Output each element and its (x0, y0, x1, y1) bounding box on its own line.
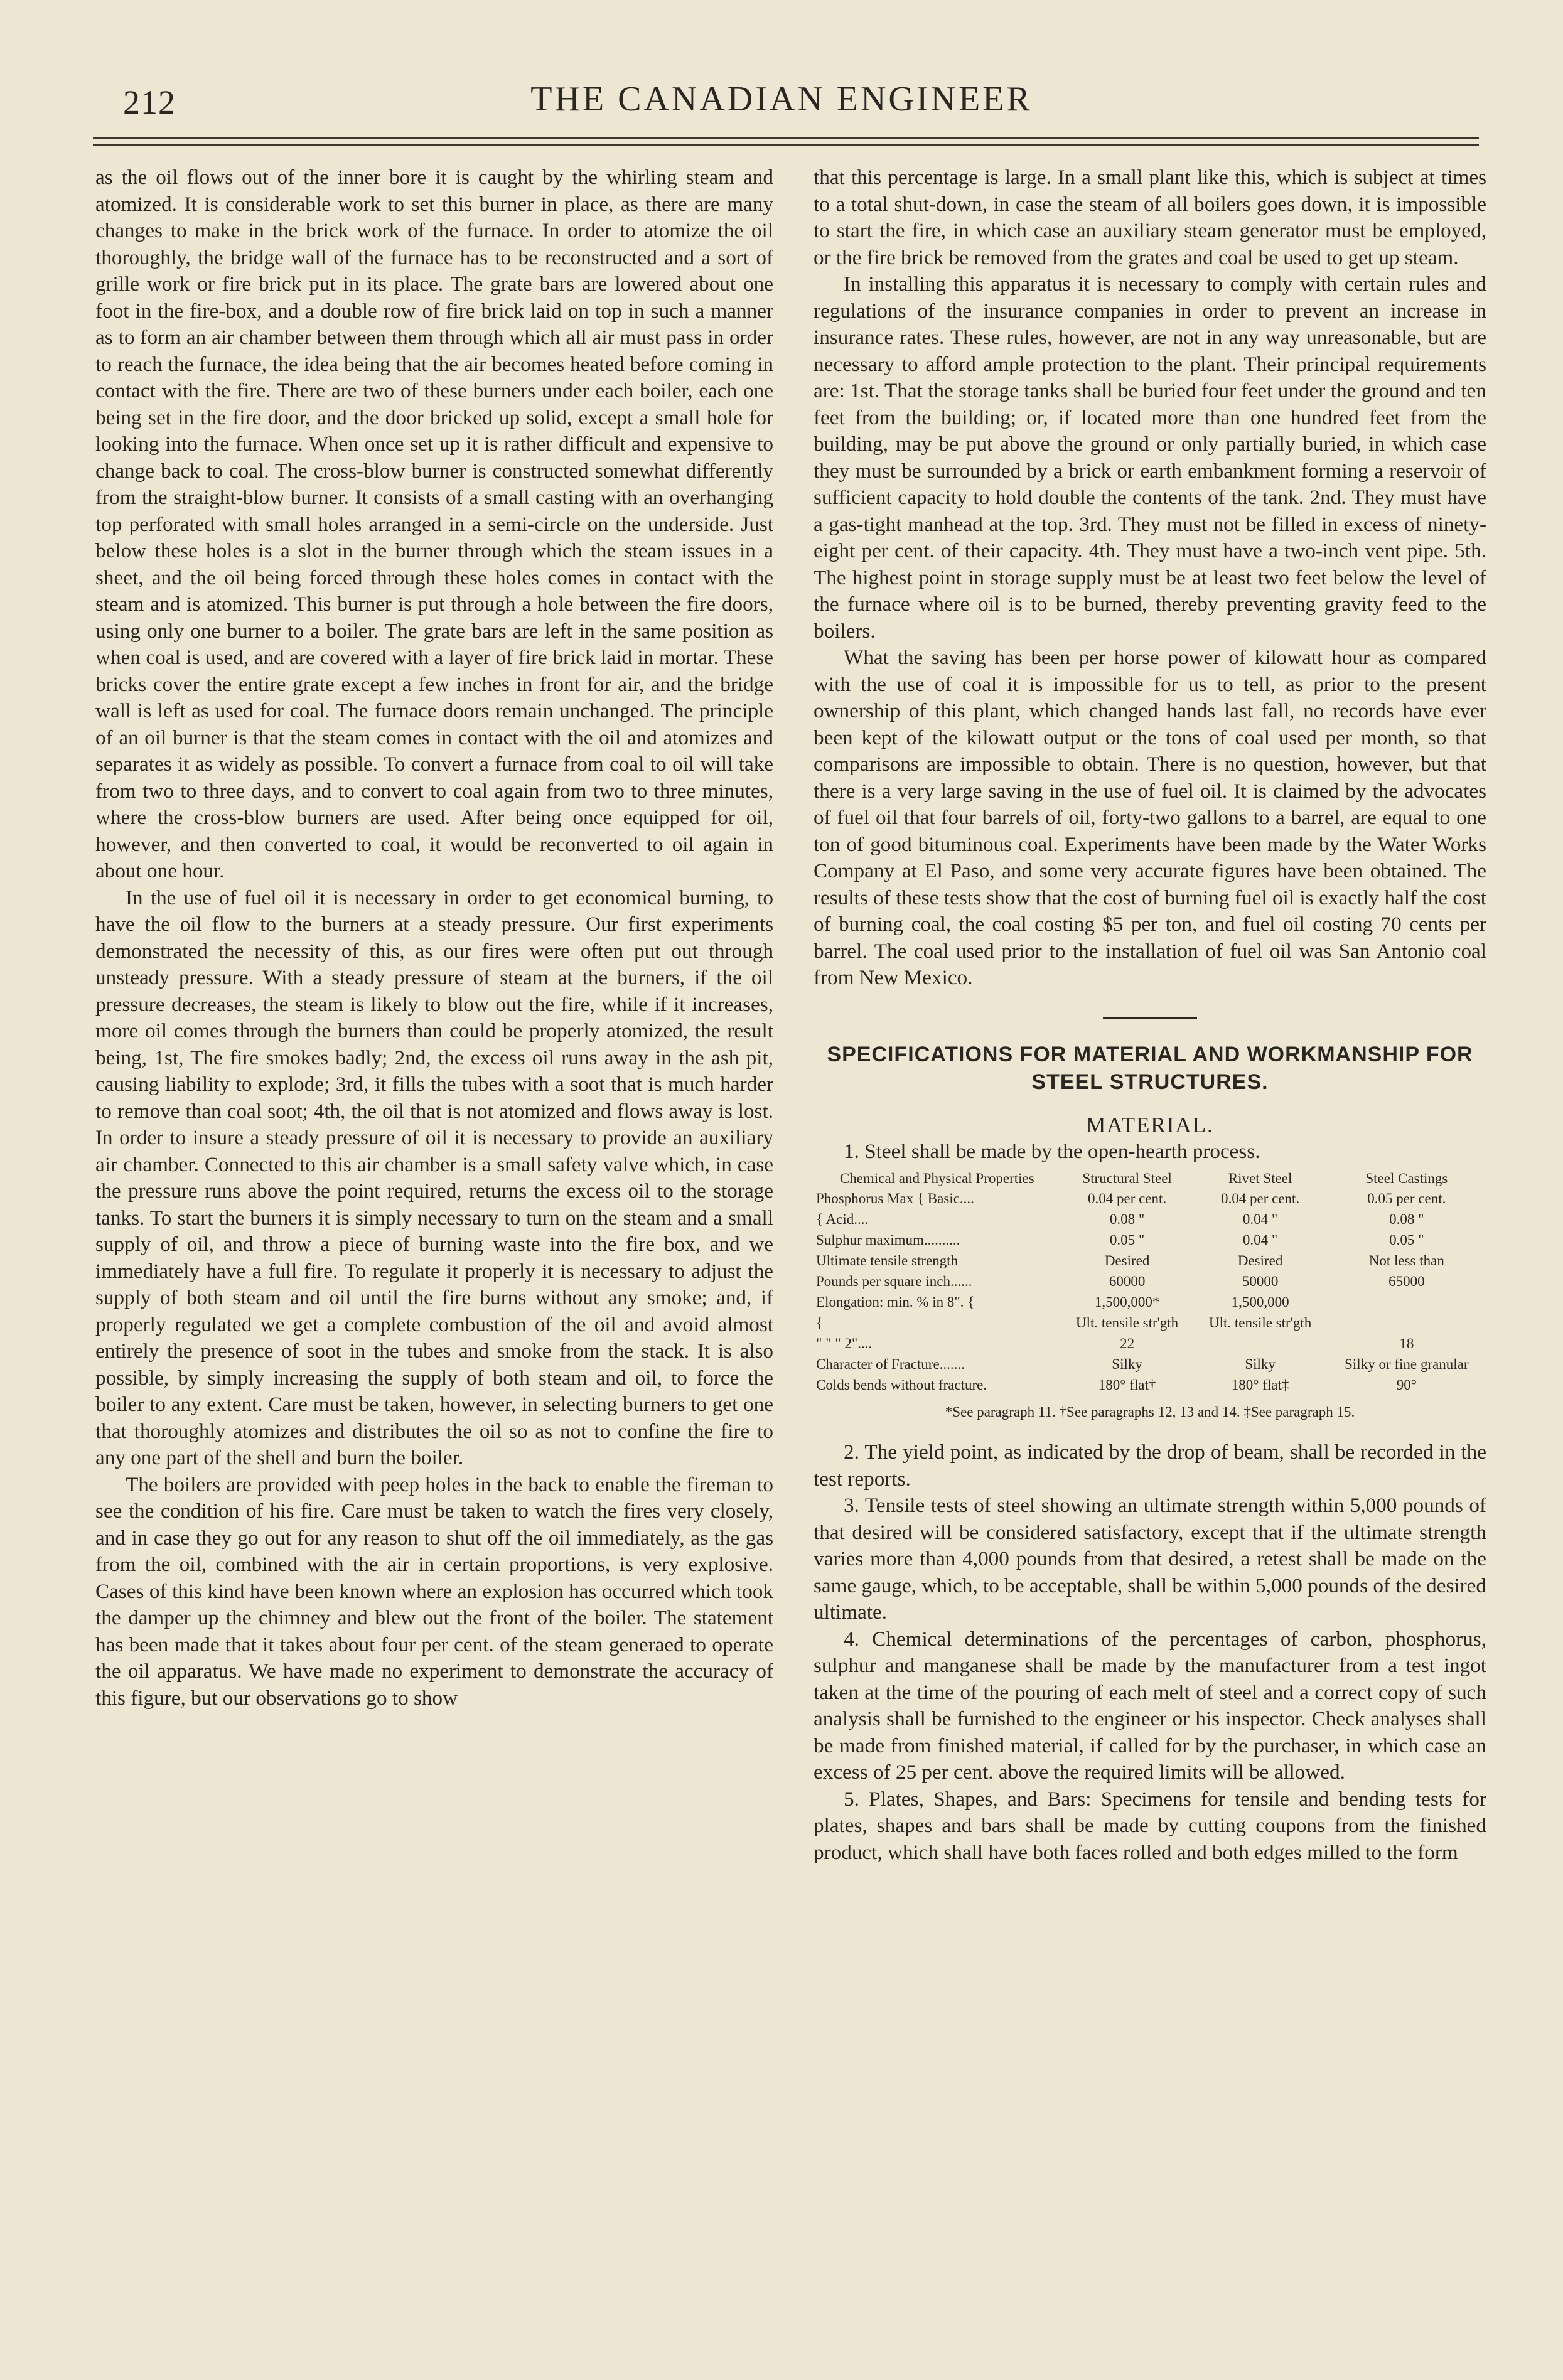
table-property-cell: Colds bends without fracture. (816, 1376, 987, 1393)
table-property-cell: Sulphur maximum.......... (816, 1231, 960, 1248)
table-value-cell (1327, 1312, 1486, 1333)
table-value-cell (1194, 1333, 1327, 1354)
section-divider (1103, 1017, 1197, 1019)
page-number: 212 (123, 83, 176, 121)
table-row (814, 1209, 1486, 1230)
table-value-cell: 0.05 " (1389, 1231, 1424, 1248)
table-property-cell: { Acid.... (816, 1211, 869, 1227)
table-value-cell: 0.05 per cent. (1367, 1190, 1446, 1206)
table-value-cell: 0.08 " (1389, 1211, 1424, 1227)
table-value-cell: Ult. tensile str'gth (1209, 1314, 1312, 1331)
table-value-cell: Silky (1112, 1356, 1142, 1372)
table-value-cell: 18 (1399, 1335, 1414, 1351)
table-row (814, 1271, 1486, 1292)
table-value-cell: 60000 (1109, 1273, 1146, 1289)
header-rule-bottom (93, 144, 1479, 146)
table-row (814, 1292, 1486, 1312)
table-property-cell: " " " 2".... (816, 1335, 873, 1351)
table-row (814, 1354, 1486, 1375)
table-value-cell: Silky (1245, 1356, 1276, 1372)
table-property-cell: Ultimate tensile strength (816, 1252, 959, 1268)
right-paragraph-1: that this percentage is large. In a small plant like this, which is subject at times to a total shut-down, in case the steam of all boilers goes down, it is impossible to start the fire, in which case an auxiliary steam generator must be employed, or the fire brick be removed from the grates and coal be used to get up steam. (814, 166, 1486, 269)
table-value-cell (1327, 1292, 1486, 1312)
spec-paragraph-3: 3. Tensile tests of steel showing an ultimate strength within 5,000 pounds of that desired will be considered satisfactory, except that if the ultimate strength varies more than 4,000 pounds from that desired, a retest shall be made on the same gauge, which, to be acceptable, shall be within 5,000 pounds of the desired ultimate. (814, 1494, 1486, 1624)
table-value-cell: 0.04 per cent. (1221, 1190, 1300, 1206)
spec-paragraph-4: 4. Chemical determinations of the percentages of carbon, phosphorus, sulphur and manganese shall be made by the manufacturer from a test ingot taken at the time of the pouring of each melt of steel and a correct copy of such analysis shall be furnished to the engineer or his inspector. Check analyses shall be made from finished material, if called for by the purchaser, in which case an excess of 25 per cent. above the required limits will be allowed. (814, 1627, 1486, 1784)
table-property-cell: Elongation: min. % in 8". { (816, 1294, 975, 1310)
table-header-row (814, 1169, 1486, 1188)
table-value-cell: 65000 (1388, 1273, 1425, 1289)
table-row (814, 1312, 1486, 1333)
running-head: THE CANADIAN ENGINEER (530, 80, 1033, 119)
material-subhead: MATERIAL. (1086, 1112, 1214, 1137)
table-value-cell: 22 (1120, 1335, 1135, 1351)
left-paragraph-3: The boilers are provided with peep holes in the back to enable the fireman to see the condition of his fire. Care must be taken to watch the fires very closely, and in case they go out for any reason to shut off the oil immediately, as the gas from the oil, combined with the air in certain proportions, is very explosive. Cases of this kind have been known where an explosion has occurred which took the damper up the chimney and blew out the front of the boiler. The statement has been made that it takes about four per cent. of the steam generaed to operate the oil apparatus. We have made no experiment to demonstrate the accuracy of this figure, but our observations go to show (95, 1472, 773, 1710)
table-header-cell: Structural Steel (1082, 1170, 1172, 1186)
table-value-cell: 180° flat† (1098, 1376, 1156, 1393)
table-property-cell: Pounds per square inch...... (816, 1273, 972, 1289)
table-value-cell: Silky or fine granular (1345, 1356, 1469, 1372)
table-value-cell: 0.04 " (1242, 1231, 1278, 1248)
left-paragraph-1: as the oil flows out of the inner bore it is caught by the whirling steam and atomized. It is considerable work to set this burner in place, as there are many changes to make in the brick work of the furnace. In order to atomize the oil thoroughly, the bridge wall of the furnace has to be reconstructed and a sort of grille work or fire brick put in its place. The grate bars are lowered about one foot in the fire-box, and a double row of fire brick laid on top in such a manner as to form an air chamber between them through which all air must pass in order to reach the furnace, the idea being that the air becomes heated before coming in contact with the fire. There are two of these burners under each boiler, each one being set in the fire door, and the door bricked up solid, except a small hole for looking into the furnace. When once set up it is rather difficult and expensive to change back to coal. The cross-blow burner is constructed somewhat differently from the straight-blow burner. It consists of a small casting with an overhanging top perforated with small holes arranged in a semi-circle on the underside. Just below these holes is a slot in the burner through which the steam issues in a sheet, and the oil being forced through these holes comes in contact with the steam and is atomized. This burner is put through a hole between the fire doors, using only one burner to a boiler. The grate bars are left in the same position as when coal is used, and are covered with a layer of fire brick laid in mortar. These bricks cover the entire grate except a few inches in front for air, and the bridge wall is left as used for coal. The furnace doors remain unchanged. The principle of an oil burner is that the steam comes in contact with the oil and atomizes and separates it as widely as possible. To convert a furnace from coal to oil will take from two to three days, and to convert to coal again from two to three minutes, where the cross-blow burners are used. After being once equipped for oil, however, and then converted to coal, it would be reconverted to oil again in about one hour. (95, 166, 773, 882)
table-value-cell: Desired (1104, 1252, 1150, 1268)
left-column (95, 164, 773, 1712)
spec-paragraph-5: 5. Plates, Shapes, and Bars: Specimens for tensile and bending tests for plates, shapes and bars shall be made by cutting coupons from the finished product, which shall have both faces rolled and both edges milled to the form (814, 1787, 1486, 1864)
table-property-cell: Phosphorus Max { Basic.... (816, 1190, 974, 1206)
table-property-cell: { (816, 1314, 824, 1331)
table-value-cell: Not less than (1368, 1252, 1444, 1268)
section-title: SPECIFICATIONS FOR MATERIAL AND WORKMANSHIP FOR STEEL STRUCTURES. (827, 1042, 1473, 1094)
table-body (814, 1188, 1486, 1395)
table-value-cell: Ult. tensile str'gth (1075, 1314, 1179, 1331)
right-paragraph-2: In installing this apparatus it is necessary to comply with certain rules and regulations of the insurance companies in order to prevent an increase in insurance rates. These rules, however, are not in any way unreasonable, but are necessary to afford ample protection to the plant. Their principal requirements are: 1st. That the storage tanks shall be buried four feet under the ground and ten feet from the building; or, if located more than one hundred feet from the building, may be put above the ground or only partially buried, in which case they must be surrounded by a brick or earth embankment forming a reservoir of sufficient capacity to hold double the contents of the tank. 2nd. They must have a gas-tight manhead at the top. 3rd. They must not be filled in excess of ninety-eight per cent. of their capacity. 4th. They must have a two-inch vent pipe. 5th. The highest point in storage supply must be at least two feet below the level of the furnace where oil is to be burned, thereby preventing gravity feed to the boilers. (814, 272, 1486, 643)
table-property-cell: Character of Fracture....... (816, 1356, 965, 1372)
table-row (814, 1333, 1486, 1354)
table-footnote: *See paragraph 11. †See paragraphs 12, 13 and 14. ‡See paragraph 15. (945, 1403, 1355, 1420)
table-header-cell: Chemical and Physical Properties (839, 1170, 1034, 1186)
table-header-cell: Rivet Steel (1228, 1170, 1292, 1186)
table-value-cell: 1,500,000* (1094, 1294, 1160, 1310)
right-column (814, 164, 1486, 1866)
table-value-cell: 0.04 per cent. (1087, 1190, 1167, 1206)
table-row (814, 1230, 1486, 1250)
table-row (814, 1375, 1486, 1395)
table-row (814, 1250, 1486, 1271)
table-header-cell: Steel Castings (1365, 1170, 1448, 1186)
table-row (814, 1188, 1486, 1209)
header-rule-top (93, 137, 1479, 139)
table-value-cell: 90° (1396, 1376, 1417, 1393)
table-value-cell: 180° flat‡ (1231, 1376, 1289, 1393)
table-value-cell: 0.04 " (1242, 1211, 1278, 1227)
spec-paragraph-2: 2. The yield point, as indicated by the drop of beam, shall be recorded in the test reports. (814, 1440, 1486, 1491)
spec-paragraph-1: 1. Steel shall be made by the open-hearth process. (844, 1140, 1260, 1163)
table-value-cell: 0.08 " (1109, 1211, 1145, 1227)
table-value-cell: Desired (1237, 1252, 1283, 1268)
right-paragraph-3: What the saving has been per horse power of kilowatt hour as compared with the use of coal it is impossible for us to tell, as prior to the present ownership of this plant, which changed hands last fall, no records have ever been kept of the kilowatt output or the tons of coal used per month, so that comparisons are impossible to obtain. There is no question, however, but that there is a very large saving in the use of fuel oil. It is claimed by the advocates of fuel oil that four barrels of oil, forty-two gallons to a barrel, are equal to one ton of good bituminous coal. Experiments have been made by the Water Works Company at El Paso, and some very accurate figures have been obtained. The results of these tests show that the cost of burning fuel oil is exactly half the cost of burning coal, the coal costing $5 per ton, and fuel oil costing 70 cents per barrel. The coal used prior to the installation of fuel oil was San Antonio coal from New Mexico. (814, 646, 1486, 989)
table-value-cell: 1,500,000 (1231, 1294, 1289, 1310)
table-value-cell: 0.05 " (1109, 1231, 1145, 1248)
properties-table (814, 1169, 1486, 1395)
table-value-cell: 50000 (1242, 1273, 1279, 1289)
left-paragraph-2: In the use of fuel oil it is necessary in order to get economical burning, to have the oil flow to the burners at a steady pressure. Our first experiments demonstrated the necessity of this, as our fires were often put out through unsteady pressure. With a steady pressure of steam at the burners, if the oil pressure decreases, the steam is likely to blow out the fire, while if it increases, more oil comes through the burners than could be properly atomized, the result being, 1st, The fire smokes badly; 2nd, the excess oil runs away in the ash pit, causing liability to explode; 3rd, it fills the tubes with a soot that is much harder to remove than coal soot; 4th, the oil that is not atomized and flows away is lost. In order to insure a steady pressure of oil it is necessary to provide an auxiliary air chamber. Connected to this air chamber is a small safety valve which, in case the pressure runs above the point required, returns the excess oil to the storage tanks. To start the burners it is simply necessary to turn on the steam and a small supply of oil, and throw a piece of burning waste into the fire box, and we immediately have a full fire. To regulate it properly it is necessary to adjust the supply of both steam and oil until the fire burns without any smoke; and, if properly regulated we get a complete combustion of the oil and avoid almost entirely the presence of soot in the tubes and smoke from the stack. It is also possible, by simply increasing the supply of both steam and oil, to force the boiler to any extent. Care must be taken, however, in selecting burners to get one that thoroughly atomizes and distributes the oil so as not to confine the fire to any one part of the shell and burn the boiler. (95, 886, 773, 1469)
